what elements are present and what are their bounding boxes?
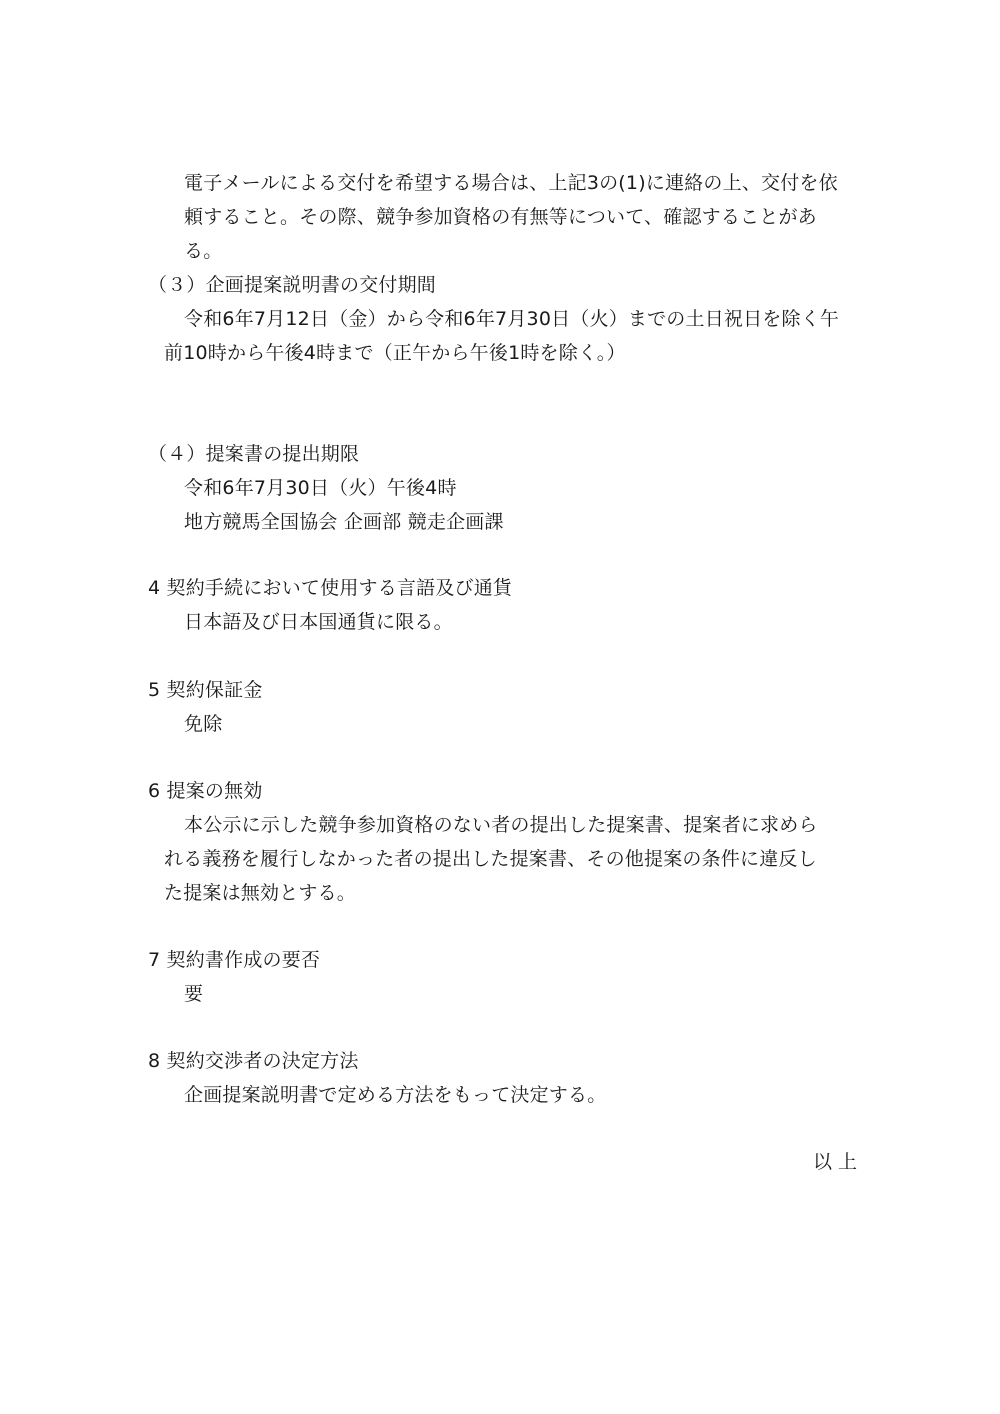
section-3-3-heading: （３）企画提案説明書の交付期間 bbox=[148, 274, 437, 296]
closing-mark: 以 上 bbox=[812, 1151, 857, 1173]
section-8-body: 企画提案説明書で定める方法をもって決定する。 bbox=[184, 1084, 607, 1106]
section-5-heading: 5 契約保証金 bbox=[148, 679, 263, 701]
section-6-body-line-3: た提案は無効とする。 bbox=[164, 882, 357, 904]
section-3-4-deadline: 令和6年7月30日（火）午後4時 bbox=[184, 477, 457, 499]
section-6-heading: 6 提案の無効 bbox=[148, 780, 263, 802]
section-4-heading: 4 契約手続において使用する言語及び通貨 bbox=[148, 577, 513, 599]
intro-line-2: 頼すること。その際、競争参加資格の有無等について、確認することがあ bbox=[184, 206, 817, 228]
section-3-4-place: 地方競馬全国協会 企画部 競走企画課 bbox=[184, 511, 504, 533]
section-8-heading: 8 契約交渉者の決定方法 bbox=[148, 1050, 359, 1072]
section-6-body-line-1: 本公示に示した競争参加資格のない者の提出した提案書、提案者に求めら bbox=[184, 814, 818, 836]
section-6-body-line-2: れる義務を履行しなかった者の提出した提案書、その他提案の条件に違反し bbox=[164, 848, 817, 870]
intro-line-3: る。 bbox=[184, 240, 223, 262]
intro-line-1: 電子メールによる交付を希望する場合は、上記3の(1)に連絡の上、交付を依 bbox=[184, 172, 838, 194]
section-5-body: 免除 bbox=[184, 713, 223, 735]
section-3-4-heading: （４）提案書の提出期限 bbox=[148, 443, 360, 465]
section-4-body: 日本語及び日本国通貨に限る。 bbox=[184, 611, 453, 633]
section-3-3-body-line-1: 令和6年7月12日（金）から令和6年7月30日（火）までの土日祝日を除く午 bbox=[184, 308, 840, 330]
section-3-3-body-line-2: 前10時から午後4時まで（正午から午後1時を除く。） bbox=[164, 342, 626, 364]
section-7-heading: 7 契約書作成の要否 bbox=[148, 949, 321, 971]
section-7-body: 要 bbox=[184, 983, 204, 1005]
